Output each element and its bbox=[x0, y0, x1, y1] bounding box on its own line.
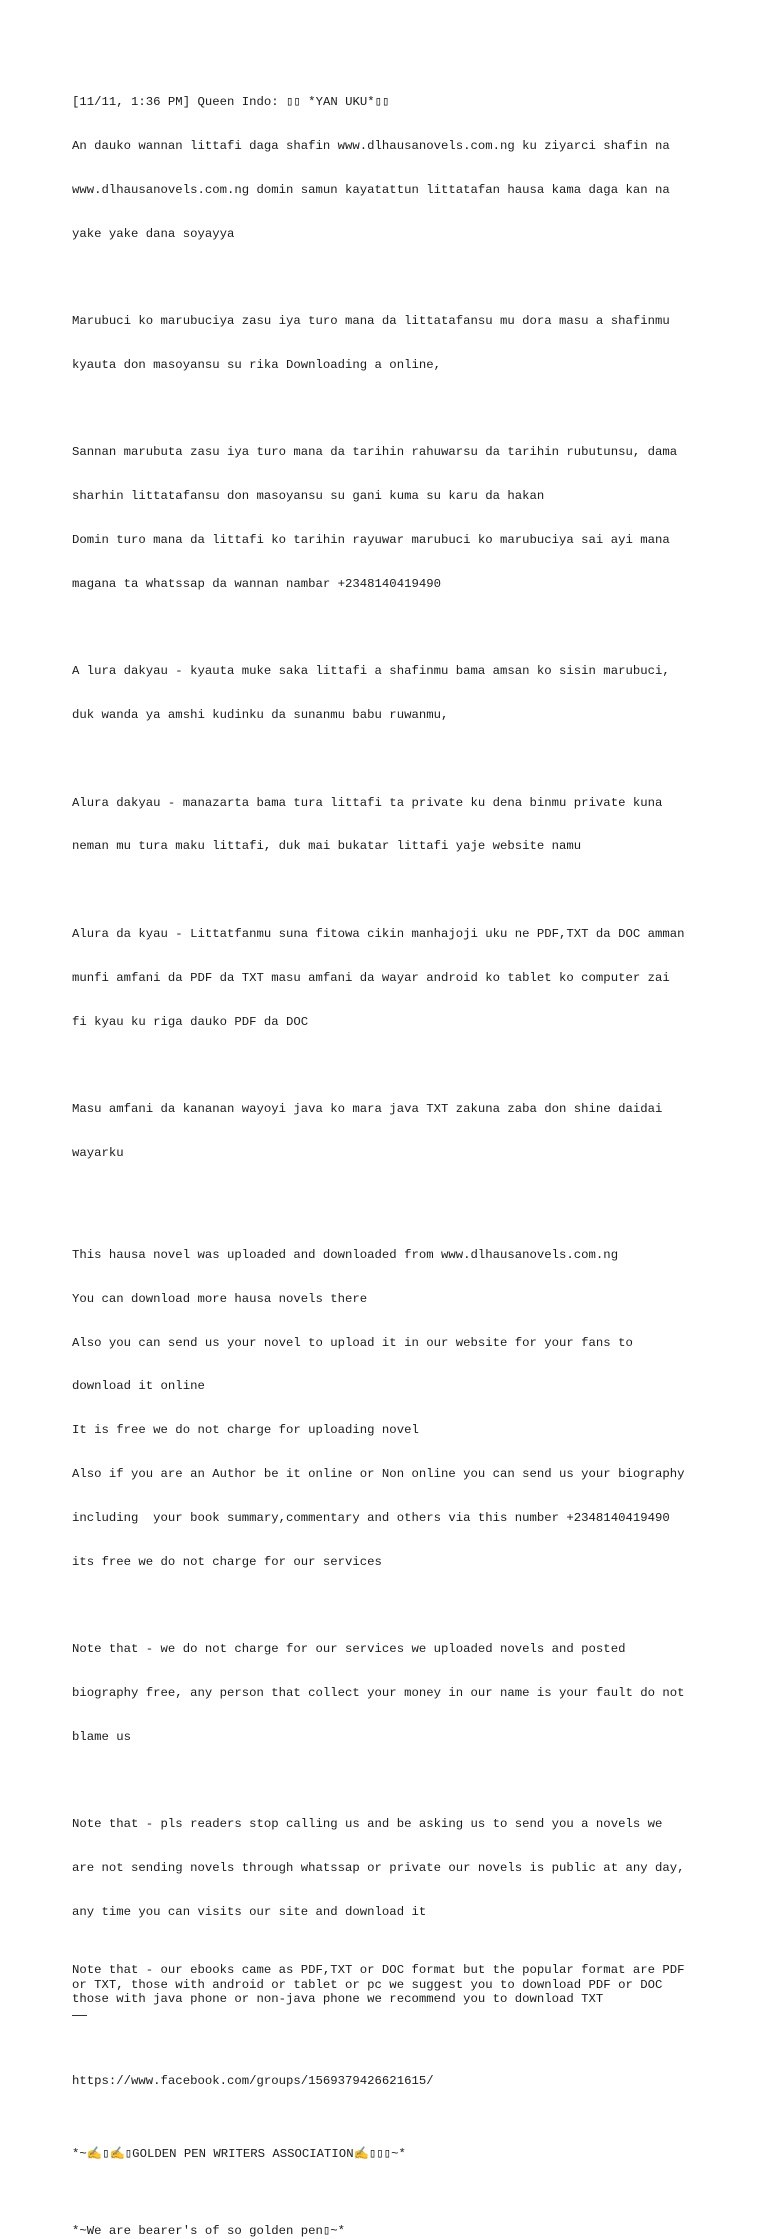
association-block bbox=[72, 2147, 712, 2162]
free-notice-paragraph bbox=[72, 635, 712, 752]
chat-header-line: [11/11, 1:36 PM] Queen Indo: ▯▯ *YAN UKU*▯▯ bbox=[72, 95, 390, 110]
text-line: those with java phone or non-java phone we recommend you to download TXT bbox=[72, 1992, 604, 2007]
text-line: Note that - we do not charge for our services we uploaded novels and posted bbox=[72, 1642, 626, 1657]
text-line: kyauta don masoyansu su rika Downloading a online, bbox=[72, 357, 441, 372]
text-line: Alura dakyau - manazarta bama tura littafi ta private ku dena binmu private kuna bbox=[72, 795, 663, 810]
text-line: Note that - our ebooks came as PDF,TXT or DOC format but the popular format are PDF bbox=[72, 1963, 685, 1978]
facebook-link[interactable]: https://www.facebook.com/groups/1569379426621615/ bbox=[72, 2074, 434, 2089]
writers-paragraph bbox=[72, 285, 712, 402]
text-line: Sannan marubuta zasu iya turo mana da tarihin rahuwarsu da tarihin rubutunsu, dama bbox=[72, 445, 678, 460]
motto-block bbox=[72, 2224, 712, 2239]
text-line: are not sending novels through whatssap or private our novels is public at any day, bbox=[72, 1861, 685, 1876]
spacer bbox=[72, 1204, 712, 1219]
text-line: This hausa novel was uploaded and downloaded from www.dlhausanovels.com.ng bbox=[72, 1248, 619, 1263]
spacer bbox=[72, 2133, 712, 2148]
spacer bbox=[72, 2162, 712, 2220]
formats-paragraph bbox=[72, 898, 712, 1059]
text-line: munfi amfani da PDF da TXT masu amfani da wayar android ko tablet ko computer zai bbox=[72, 970, 670, 985]
text-line: Marubuci ko marubuciya zasu iya turo mana da littatafansu mu dora masu a shafinmu bbox=[72, 314, 670, 329]
biography-paragraph bbox=[72, 416, 712, 620]
text-line: Note that - pls readers stop calling us and be asking us to send you a novels we bbox=[72, 1817, 663, 1832]
text-line: It is free we do not charge for uploading novel bbox=[72, 1423, 419, 1438]
facebook-block bbox=[72, 2045, 712, 2118]
java-paragraph bbox=[72, 1073, 712, 1190]
text-line: An dauko wannan littafi daga shafin www.dlhausanovels.com.ng ku ziyarci shafin na bbox=[72, 138, 670, 153]
note-charges bbox=[72, 1613, 712, 1774]
text-line: www.dlhausanovels.com.ng domin samun kayatattun littatafan hausa kama daga kan na bbox=[72, 182, 670, 197]
motto-line: *~We are bearer's of so golden pen▯~* bbox=[72, 2224, 346, 2239]
text-line: any time you can visits our site and download it bbox=[72, 1904, 427, 1919]
english-info-block bbox=[72, 1219, 712, 1598]
text-line: You can download more hausa novels there bbox=[72, 1291, 368, 1306]
document-page bbox=[72, 66, 712, 2239]
text-line: its free we do not charge for our services bbox=[72, 1554, 382, 1569]
text-line: magana ta whatssap da wannan nambar +2348140419490 bbox=[72, 576, 441, 591]
text-line: blame us bbox=[72, 1729, 132, 1744]
text-line: Domin turo mana da littafi ko tarihin rayuwar marubuci ko marubuciya sai ayi mana bbox=[72, 533, 670, 547]
text-line: Also you can send us your novel to upload it in our website for your fans to bbox=[72, 1335, 633, 1350]
text-line: or TXT, those with android or tablet or pc we suggest you to download PDF or DOC bbox=[72, 1977, 663, 1992]
text-line: Masu amfani da kananan wayoyi java ko mara java TXT zakuna zaba don shine daidai bbox=[72, 1102, 663, 1117]
text-line: Alura da kyau - Littatfanmu suna fitowa cikin manhajoji uku ne PDF,TXT da DOC amman bbox=[72, 927, 685, 942]
text-line: yake yake dana soyayya bbox=[72, 226, 235, 241]
text-line: neman mu tura maku littafi, duk mai bukatar littafi yaje website namu bbox=[72, 839, 582, 854]
text-line: download it online bbox=[72, 1379, 205, 1394]
text-line: including your book summary,commentary and others via this number +2348140419490 bbox=[72, 1510, 670, 1525]
text-line: Also if you are an Author be it online or Non online you can send us your biography bbox=[72, 1467, 685, 1481]
text-line: sharhin littatafansu don masoyansu su gani kuma su karu da hakan bbox=[72, 489, 545, 504]
association-line: *~✍️▯✍️▯GOLDEN PEN WRITERS ASSOCIATION✍️▯▯▯~* bbox=[72, 2147, 406, 2162]
note-formats bbox=[72, 1963, 712, 2016]
note-calling bbox=[72, 1788, 712, 1949]
spacer bbox=[72, 2016, 712, 2045]
text-line: biography free, any person that collect your money in our name is your fault do not bbox=[72, 1685, 685, 1700]
text-line: A lura dakyau - kyauta muke saka littafi a shafinmu bama amsan ko sisin marubuci, bbox=[72, 664, 670, 679]
intro-paragraph bbox=[72, 66, 712, 270]
text-line: fi kyau ku riga dauko PDF da DOC bbox=[72, 1014, 309, 1029]
text-line: duk wanda ya amshi kudinku da sunanmu babu ruwanmu, bbox=[72, 708, 449, 723]
text-line: wayarku bbox=[72, 1145, 124, 1160]
private-notice-paragraph bbox=[72, 767, 712, 884]
